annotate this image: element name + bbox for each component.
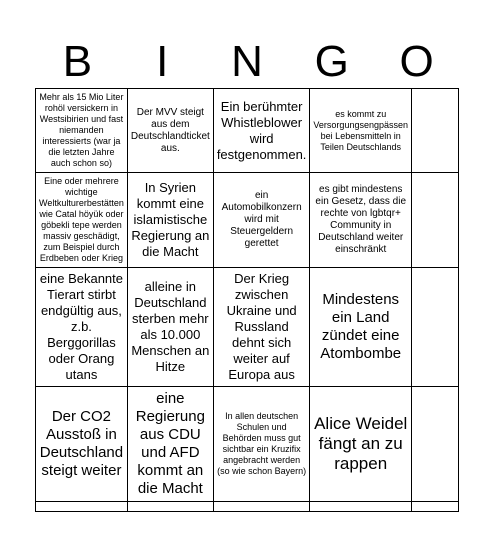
bingo-cell[interactable] bbox=[412, 502, 458, 511]
bingo-grid bbox=[35, 88, 459, 512]
bingo-cell[interactable]: Der MVV steigt aus dem Deutschlandticket aus. bbox=[128, 89, 214, 173]
bingo-cell[interactable]: Mindestens ein Land zündet eine Atombombe bbox=[310, 268, 412, 387]
bingo-cell[interactable]: eine Regierung aus CDU und AFD kommt an die Macht bbox=[128, 387, 214, 502]
bingo-cell[interactable] bbox=[128, 502, 214, 511]
header-letter-i: I bbox=[156, 37, 169, 86]
bingo-cell[interactable]: Alice Weidel fängt an zu rappen bbox=[310, 387, 412, 502]
bingo-cell[interactable]: es gibt mindestens ein Gesetz, dass die rechte von lgbtqr+ Community in Deutschland weiter einschränkt bbox=[310, 173, 412, 268]
header-letter-g: G bbox=[314, 37, 349, 86]
header-letter-o: O bbox=[399, 37, 434, 86]
bingo-cell[interactable]: eine Bekannte Tierart stirbt endgültig aus, z.b. Berggorillas oder Orang utans bbox=[36, 268, 128, 387]
bingo-cell[interactable] bbox=[412, 387, 458, 502]
bingo-cell[interactable] bbox=[412, 89, 458, 173]
bingo-cell[interactable] bbox=[412, 268, 458, 387]
bingo-cell[interactable]: Ein berühmter Whistleblower wird festgenommen. bbox=[214, 89, 311, 173]
bingo-cell[interactable]: alleine in Deutschland sterben mehr als 10.000 Menschen an Hitze bbox=[128, 268, 214, 387]
bingo-cell[interactable]: Eine oder mehrere wichtige Weltkulturerbestätten wie Catal höyük oder göbekli tepe werden massiv geschädigt, zum Beispiel durch Erdbeben oder Krieg bbox=[36, 173, 128, 268]
bingo-cell[interactable]: Der CO2 Ausstoß in Deutschland steigt weiter bbox=[36, 387, 128, 502]
bingo-cell[interactable] bbox=[36, 502, 128, 511]
bingo-cell[interactable]: In allen deutschen Schulen und Behörden muss gut sichtbar ein Kruzifix angebracht werden (so wie schon Bayern) bbox=[214, 387, 311, 502]
bingo-cell[interactable]: Der Krieg zwischen Ukraine und Russland dehnt sich weiter auf Europa aus bbox=[214, 268, 311, 387]
bingo-cell[interactable] bbox=[214, 502, 311, 511]
bingo-cell[interactable] bbox=[412, 173, 458, 268]
bingo-cell[interactable] bbox=[310, 502, 412, 511]
bingo-cell[interactable]: es kommt zu Versorgungsengpässen bei Lebensmitteln in Teilen Deutschlands bbox=[310, 89, 412, 173]
bingo-header bbox=[35, 30, 459, 94]
bingo-cell[interactable]: ein Automobilkonzern wird mit Steuergeldern gerettet bbox=[214, 173, 311, 268]
header-letter-n: N bbox=[231, 37, 263, 86]
bingo-cell[interactable]: Mehr als 15 Mio Liter rohöl versickern in Westsibirien und fast niemanden interessierts (war ja die letzten Jahre auch schon so) bbox=[36, 89, 128, 173]
header-letter-b: B bbox=[62, 37, 93, 86]
bingo-cell[interactable]: In Syrien kommt eine islamistische Regierung an die Macht bbox=[128, 173, 214, 268]
